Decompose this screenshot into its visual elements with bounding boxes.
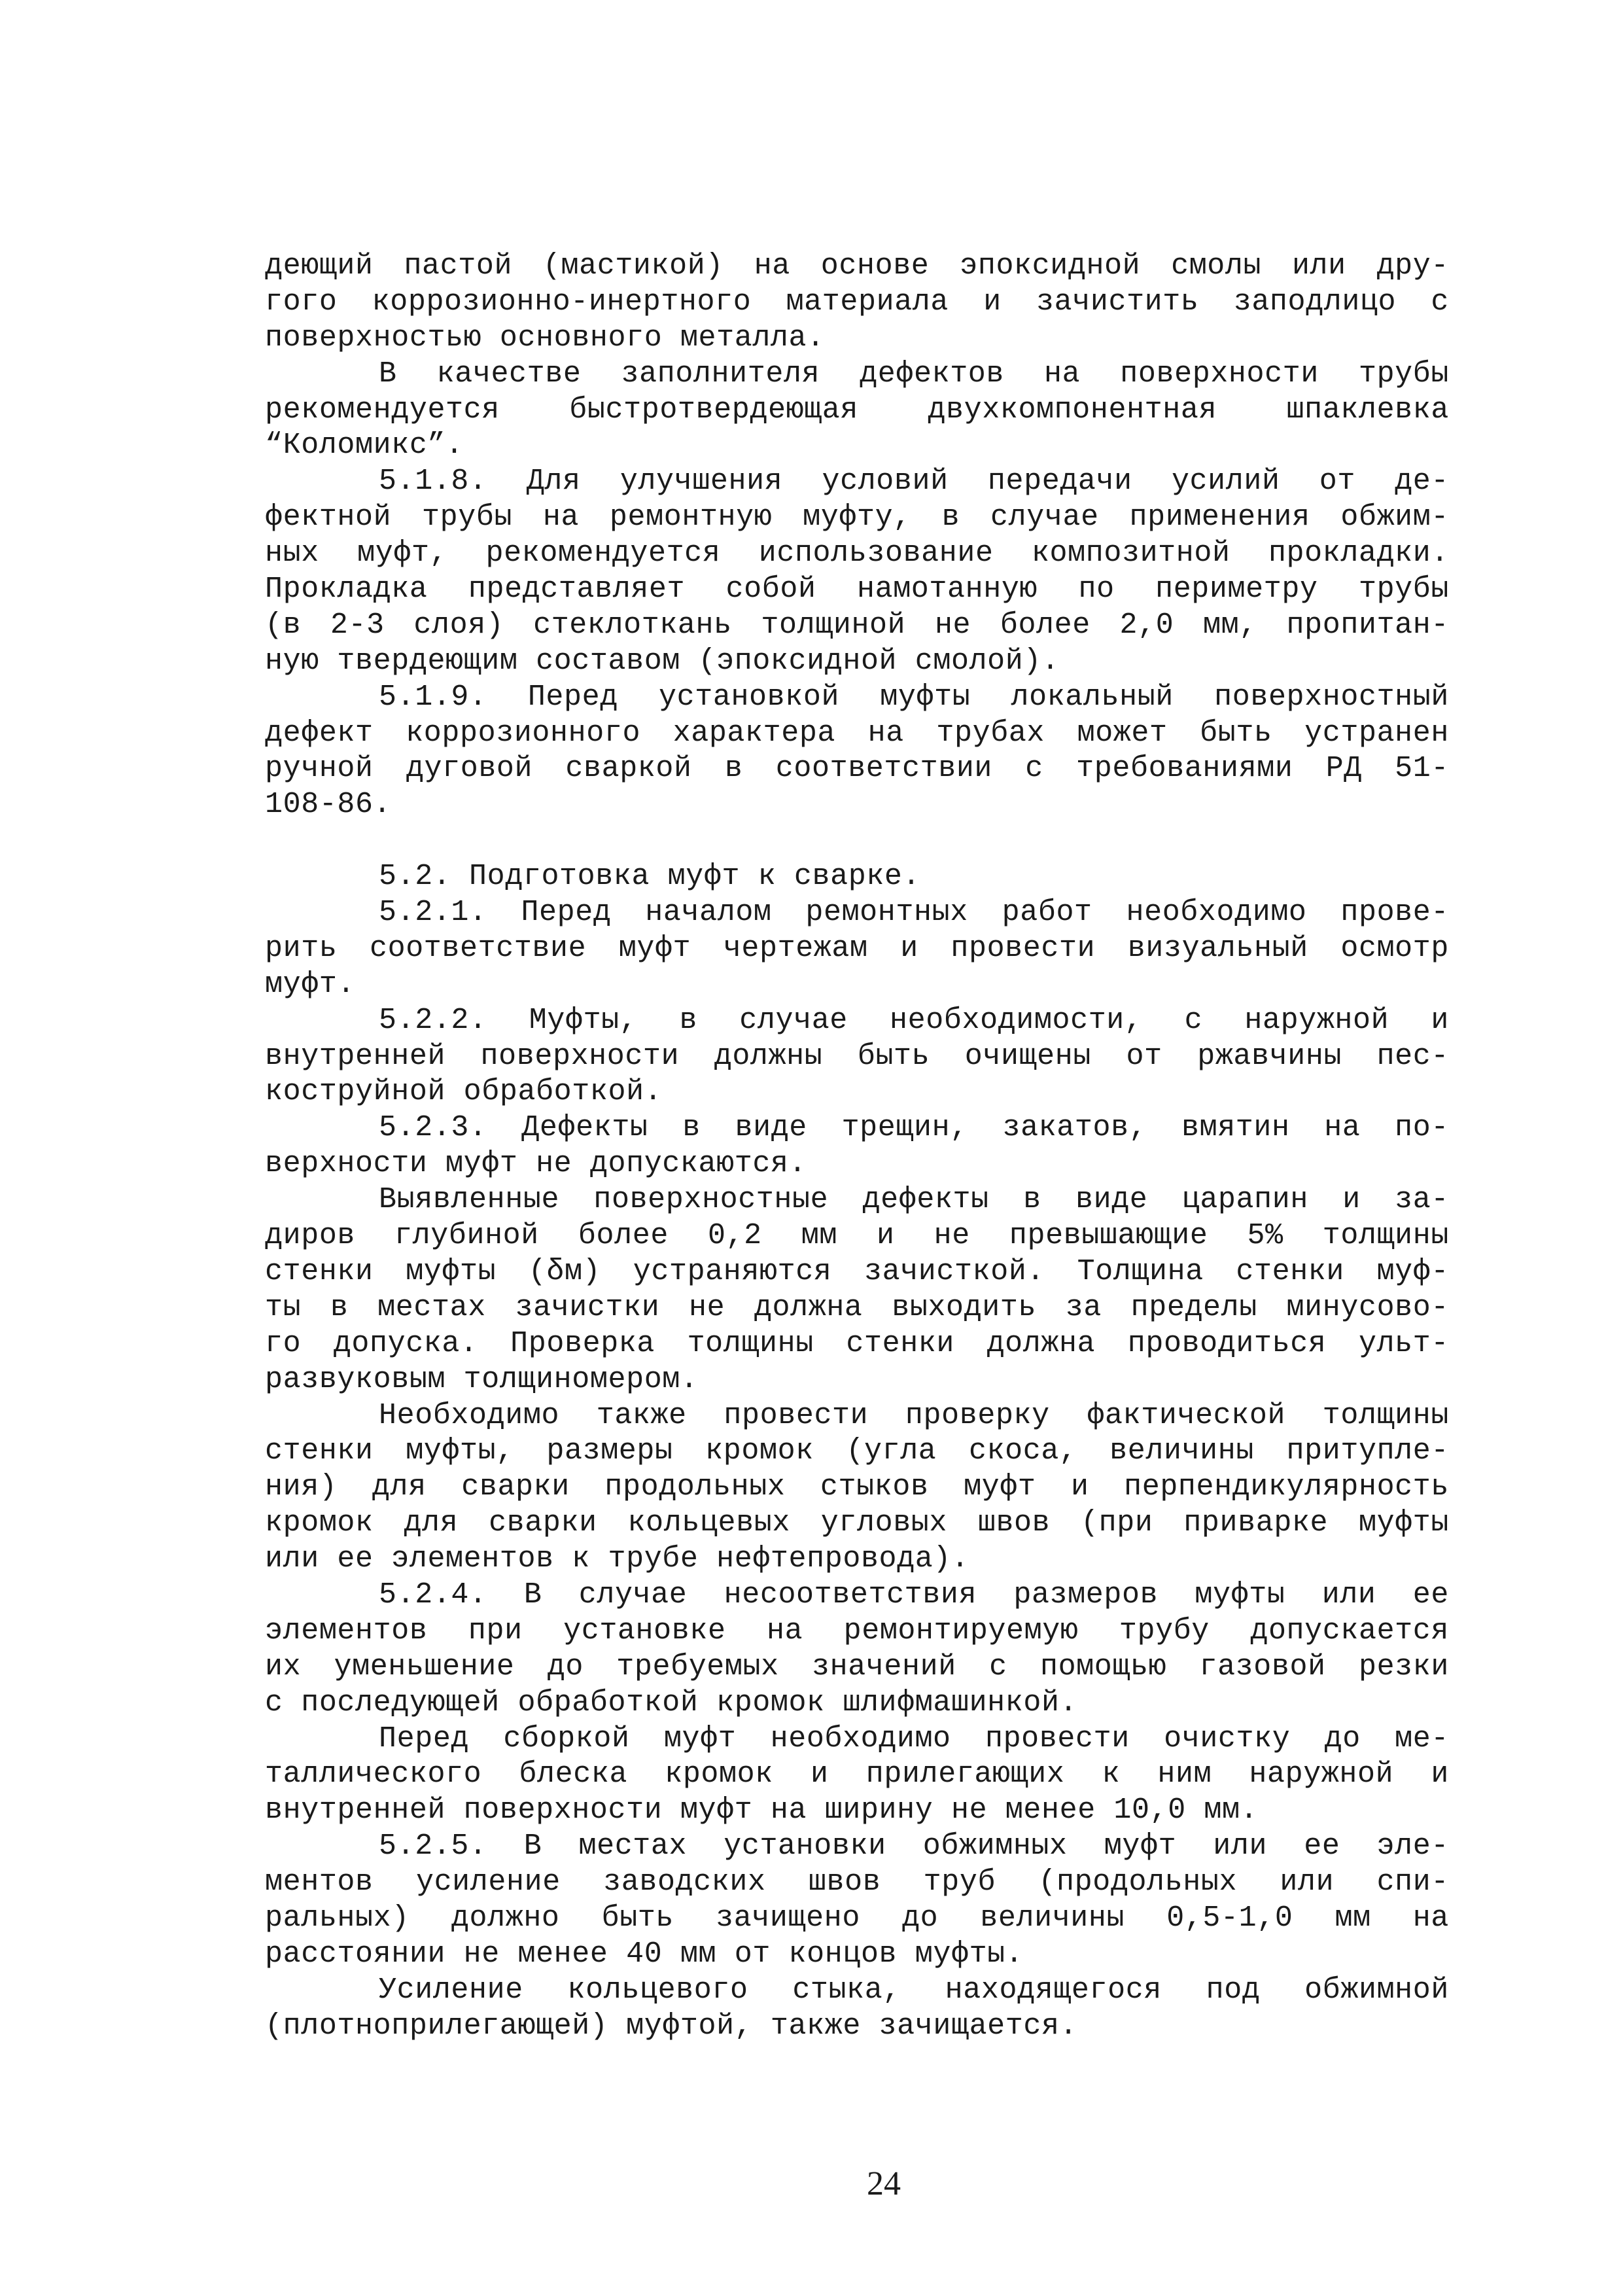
text-line: Выявленные поверхностные дефекты в виде царапин и за- [379, 1183, 1449, 1217]
text-line: с последующей обработкой кромок шлифмашинкой. [265, 1686, 1078, 1720]
text-line: верхности муфт не допускаются. [265, 1147, 807, 1181]
blank-line [265, 823, 1449, 859]
text-line: или ее элементов к трубе нефтепровода). [265, 1542, 969, 1576]
text-line: поверхностью основного металла. [265, 321, 825, 355]
text-line: 5.2.1. Перед началом ремонтных работ необходимо прове- [379, 896, 1449, 930]
text-line: (в 2-3 слоя) стеклоткань толщиной не более 2,0 мм, пропитан- [265, 608, 1449, 642]
text-line: 5.2. Подготовка муфт к сварке. [379, 860, 921, 894]
text-line: стенки муфты (δм) устраняются зачисткой. Толщина стенки муф- [265, 1254, 1449, 1288]
text-line: 5.2.4. В случае несоответствия размеров муфты или ее [379, 1578, 1449, 1612]
text-line: элементов при установке на ремонтируемую трубу допускается [265, 1614, 1449, 1648]
text-line: их уменьшение до требуемых значений с помощью газовой резки [265, 1650, 1449, 1684]
text-line: Усиление кольцевого стыка, находящегося под обжимной [379, 1973, 1449, 2007]
text-line: внутренней поверхности муфт на ширину не менее 10,0 мм. [265, 1793, 1259, 1828]
text-line: ты в местах зачистки не должна выходить за пределы минусово- [265, 1290, 1449, 1324]
text-line: “Коломикс”. [265, 429, 464, 463]
text-line: рекомендуется быстротвердеющая двухкомпонентная шпаклевка [265, 393, 1449, 427]
text-line: фектной трубы на ремонтную муфту, в случае применения обжим- [265, 501, 1449, 535]
text-line: (плотноприлегающей) муфтой, также зачищается. [265, 2009, 1078, 2043]
text-line: коструйной обработкой. [265, 1075, 663, 1109]
text-line: ния) для сварки продольных стыков муфт и перпендикулярность [265, 1470, 1449, 1504]
text-line: В качестве заполнителя дефектов на поверхности трубы [379, 357, 1449, 391]
text-line: ную твердеющим составом (эпоксидной смолой). [265, 644, 1060, 678]
text-line: 5.1.8. Для улучшения условий передачи усилий от де- [379, 465, 1449, 499]
text-line: дефект коррозионного характера на трубах может быть устранен [265, 716, 1449, 750]
text-line: 5.2.5. В местах установки обжимных муфт или ее эле- [379, 1829, 1449, 1863]
text-line: Необходимо также провести проверку фактической толщины [379, 1398, 1449, 1432]
text-line: диров глубиной более 0,2 мм и не превышающие 5% толщины [265, 1219, 1449, 1253]
text-line: Прокладка представляет собой намотанную по периметру трубы [265, 573, 1449, 607]
text-line: рить соответствие муфт чертежам и провести визуальный осмотр [265, 931, 1449, 965]
text-line: муфт. [265, 967, 356, 1001]
text-line: расстоянии не менее 40 мм от концов муфты. [265, 1937, 1024, 1971]
text-line: 5.2.3. Дефекты в виде трещин, закатов, вмятин на по- [379, 1111, 1449, 1145]
text-line: ных муфт, рекомендуется использование композитной прокладки. [265, 537, 1449, 571]
text-line: 108-86. [265, 788, 392, 822]
text-line: развуковым толщиномером. [265, 1362, 699, 1396]
text-line: 5.1.9. Перед установкой муфты локальный поверхностный [379, 680, 1449, 714]
page-number: 24 [867, 2165, 901, 2202]
text-line: стенки муфты, размеры кромок (угла скоса, величины притупле- [265, 1434, 1449, 1468]
text-line: ручной дуговой сваркой в соответствии с требованиями РД 51- [265, 752, 1449, 786]
text-line: Перед сборкой муфт необходимо провести очистку до ме- [379, 1722, 1449, 1756]
body-text [265, 249, 1449, 2045]
text-line: 5.2.2. Муфты, в случае необходимости, с наружной и [379, 1003, 1449, 1037]
text-line: ментов усиление заводских швов труб (продольных или спи- [265, 1865, 1449, 1899]
text-line: кромок для сварки кольцевых угловых швов (при приварке муфты [265, 1506, 1449, 1540]
text-line: внутренней поверхности должны быть очищены от ржавчины пес- [265, 1039, 1449, 1073]
text-line: го допуска. Проверка толщины стенки должна проводиться ульт- [265, 1326, 1449, 1360]
text-line: ральных) должно быть зачищено до величины 0,5-1,0 мм на [265, 1901, 1449, 1935]
text-line: деющий пастой (мастикой) на основе эпоксидной смолы или дру- [265, 249, 1449, 283]
text-line: гого коррозионно-инертного материала и зачистить заподлицо с [265, 285, 1449, 319]
text-line: таллического блеска кромок и прилегающих к ним наружной и [265, 1757, 1449, 1792]
